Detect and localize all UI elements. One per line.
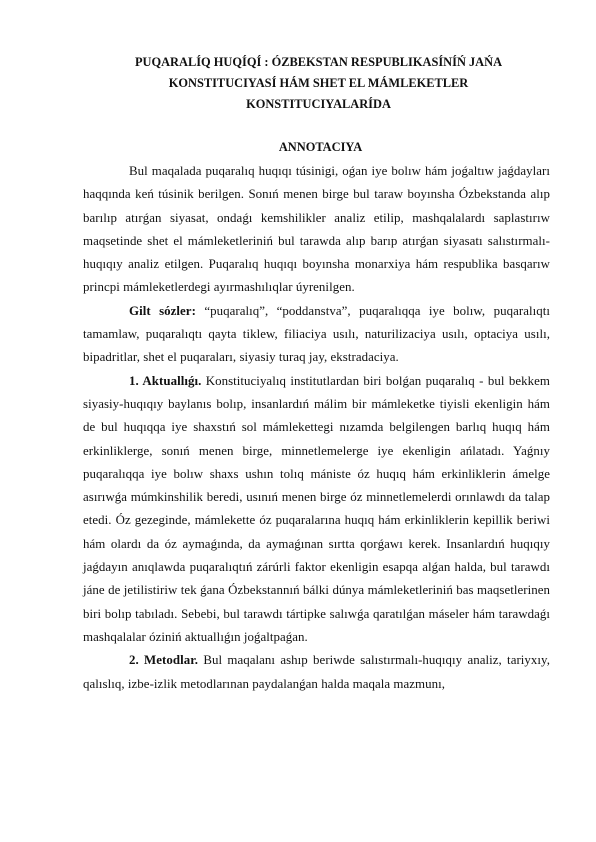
section-methods-label: 2. Metodlar. xyxy=(129,653,199,668)
keywords-text: “puqaralıq”, “poddanstva”, puqaralıqqa iye bolıw, puqaralıqtı tamamlaw, puqaralıqtı qayta tiklew, filiaciya usılı, naturilizaciya usılı, optaciya usılı, bipadritlar, shet el puqaraları, siyasiy turaq jay, ekstradaciya. xyxy=(83,303,550,365)
section-methods-text: Bul maqalanı ashıp beriwde salıstırmalı-huqıqıy analiz, tariyxıy, qalıslıq, izbe-izlik metodlarınan paydalanǵan halda maqala mazmunı, xyxy=(83,653,550,691)
keywords-label: Gilt sózler: xyxy=(129,303,196,318)
title-line-1: PUQARALÍQ HUQÍQÍ : ÓZBEKSTAN RESPUBLIKASÍNÍŃ JAŃA xyxy=(134,55,503,69)
section-methods-paragraph xyxy=(83,649,550,696)
title-line-3: KONSTITUCIYALARÍDA xyxy=(246,97,391,111)
section-relevance-label: 1. Aktuallıǵı. xyxy=(129,373,202,388)
article-title xyxy=(83,52,550,115)
section-relevance-paragraph xyxy=(83,370,550,650)
annotation-heading: ANNOTACIYA xyxy=(278,140,363,154)
section-relevance-text: Konstituciyalıq institutlardan biri bolǵan puqaralıq - bul bekkem siyasiy-huqıqıy baylanıs bolıp, insanlardıń málim bir mámleketke tiyisli ekenligin hám de bul huqıqqa iye shaxstıń sol mámlekettegi nızamda belgilengen barlıq huqıq hám erkinliklerge, sonıń menen birge, minnetlemelerge iye ekenligin ańlatadı. Yaǵnıy puqaralıqqa iye bolıw shaxs ushın tolıq mániste óz huqıq hám erkinliklerin ámelge asırıwǵa múmkinshilik beredi, usınıń menen birge óz minnetlemelerdi orınlawdı da talap etedi. Óz gezeginde, mámlekette óz puqaralarına huqıq hám erkinliklerin kepillik beriwi hám olardı da óz aymaǵında, da aymaǵınan sırtta qorǵawı kerek. Insanlardıń huqıqıy jaǵdayın anıqlawda puqaralıqtıń zárúrli faktor ekenligin esapqa alǵan halda, bul tarawdı jáne de jetilistiriw tek ǵana Ózbekstannıń bálki dúnya mámleketleriniń bas maqsetlerinen biri bolıp tabıladı. Sebebi, bul tarawdı tártipke salıwǵa qaratılǵan máseler hám tarawdaǵı mashqalalar óziniń aktuallıǵın joǵaltpaǵan. xyxy=(83,373,550,644)
annotation-paragraph: Bul maqalada puqaralıq huqıqı túsinigi, oǵan iye bolıw hám joǵaltıw jaǵdayları haqqında keń túsinik berilgen. Sonıń menen birge bul taraw boyınsha Ózbekstanda alıp barılıp atırǵan siyasat, ondaǵı kemshilikler analiz etilip, mashqalalardı saplastırıw maqsetinde shet el mámleketleriniń bul tarawda alıp barıp atırǵan siyasatı salıstırmalı-huqıqıy analiz etilgen. Puqaralıq huqıqı boyınsha monarxiya hám respublika basqarıw princpi mámleketlerdegi ayırmashılıqlar úyrenilgen. xyxy=(83,164,550,295)
title-line-2: KONSTITUCIYASÍ HÁM SHET EL MÁMLEKETLER xyxy=(168,76,469,90)
keywords-paragraph xyxy=(83,300,550,370)
